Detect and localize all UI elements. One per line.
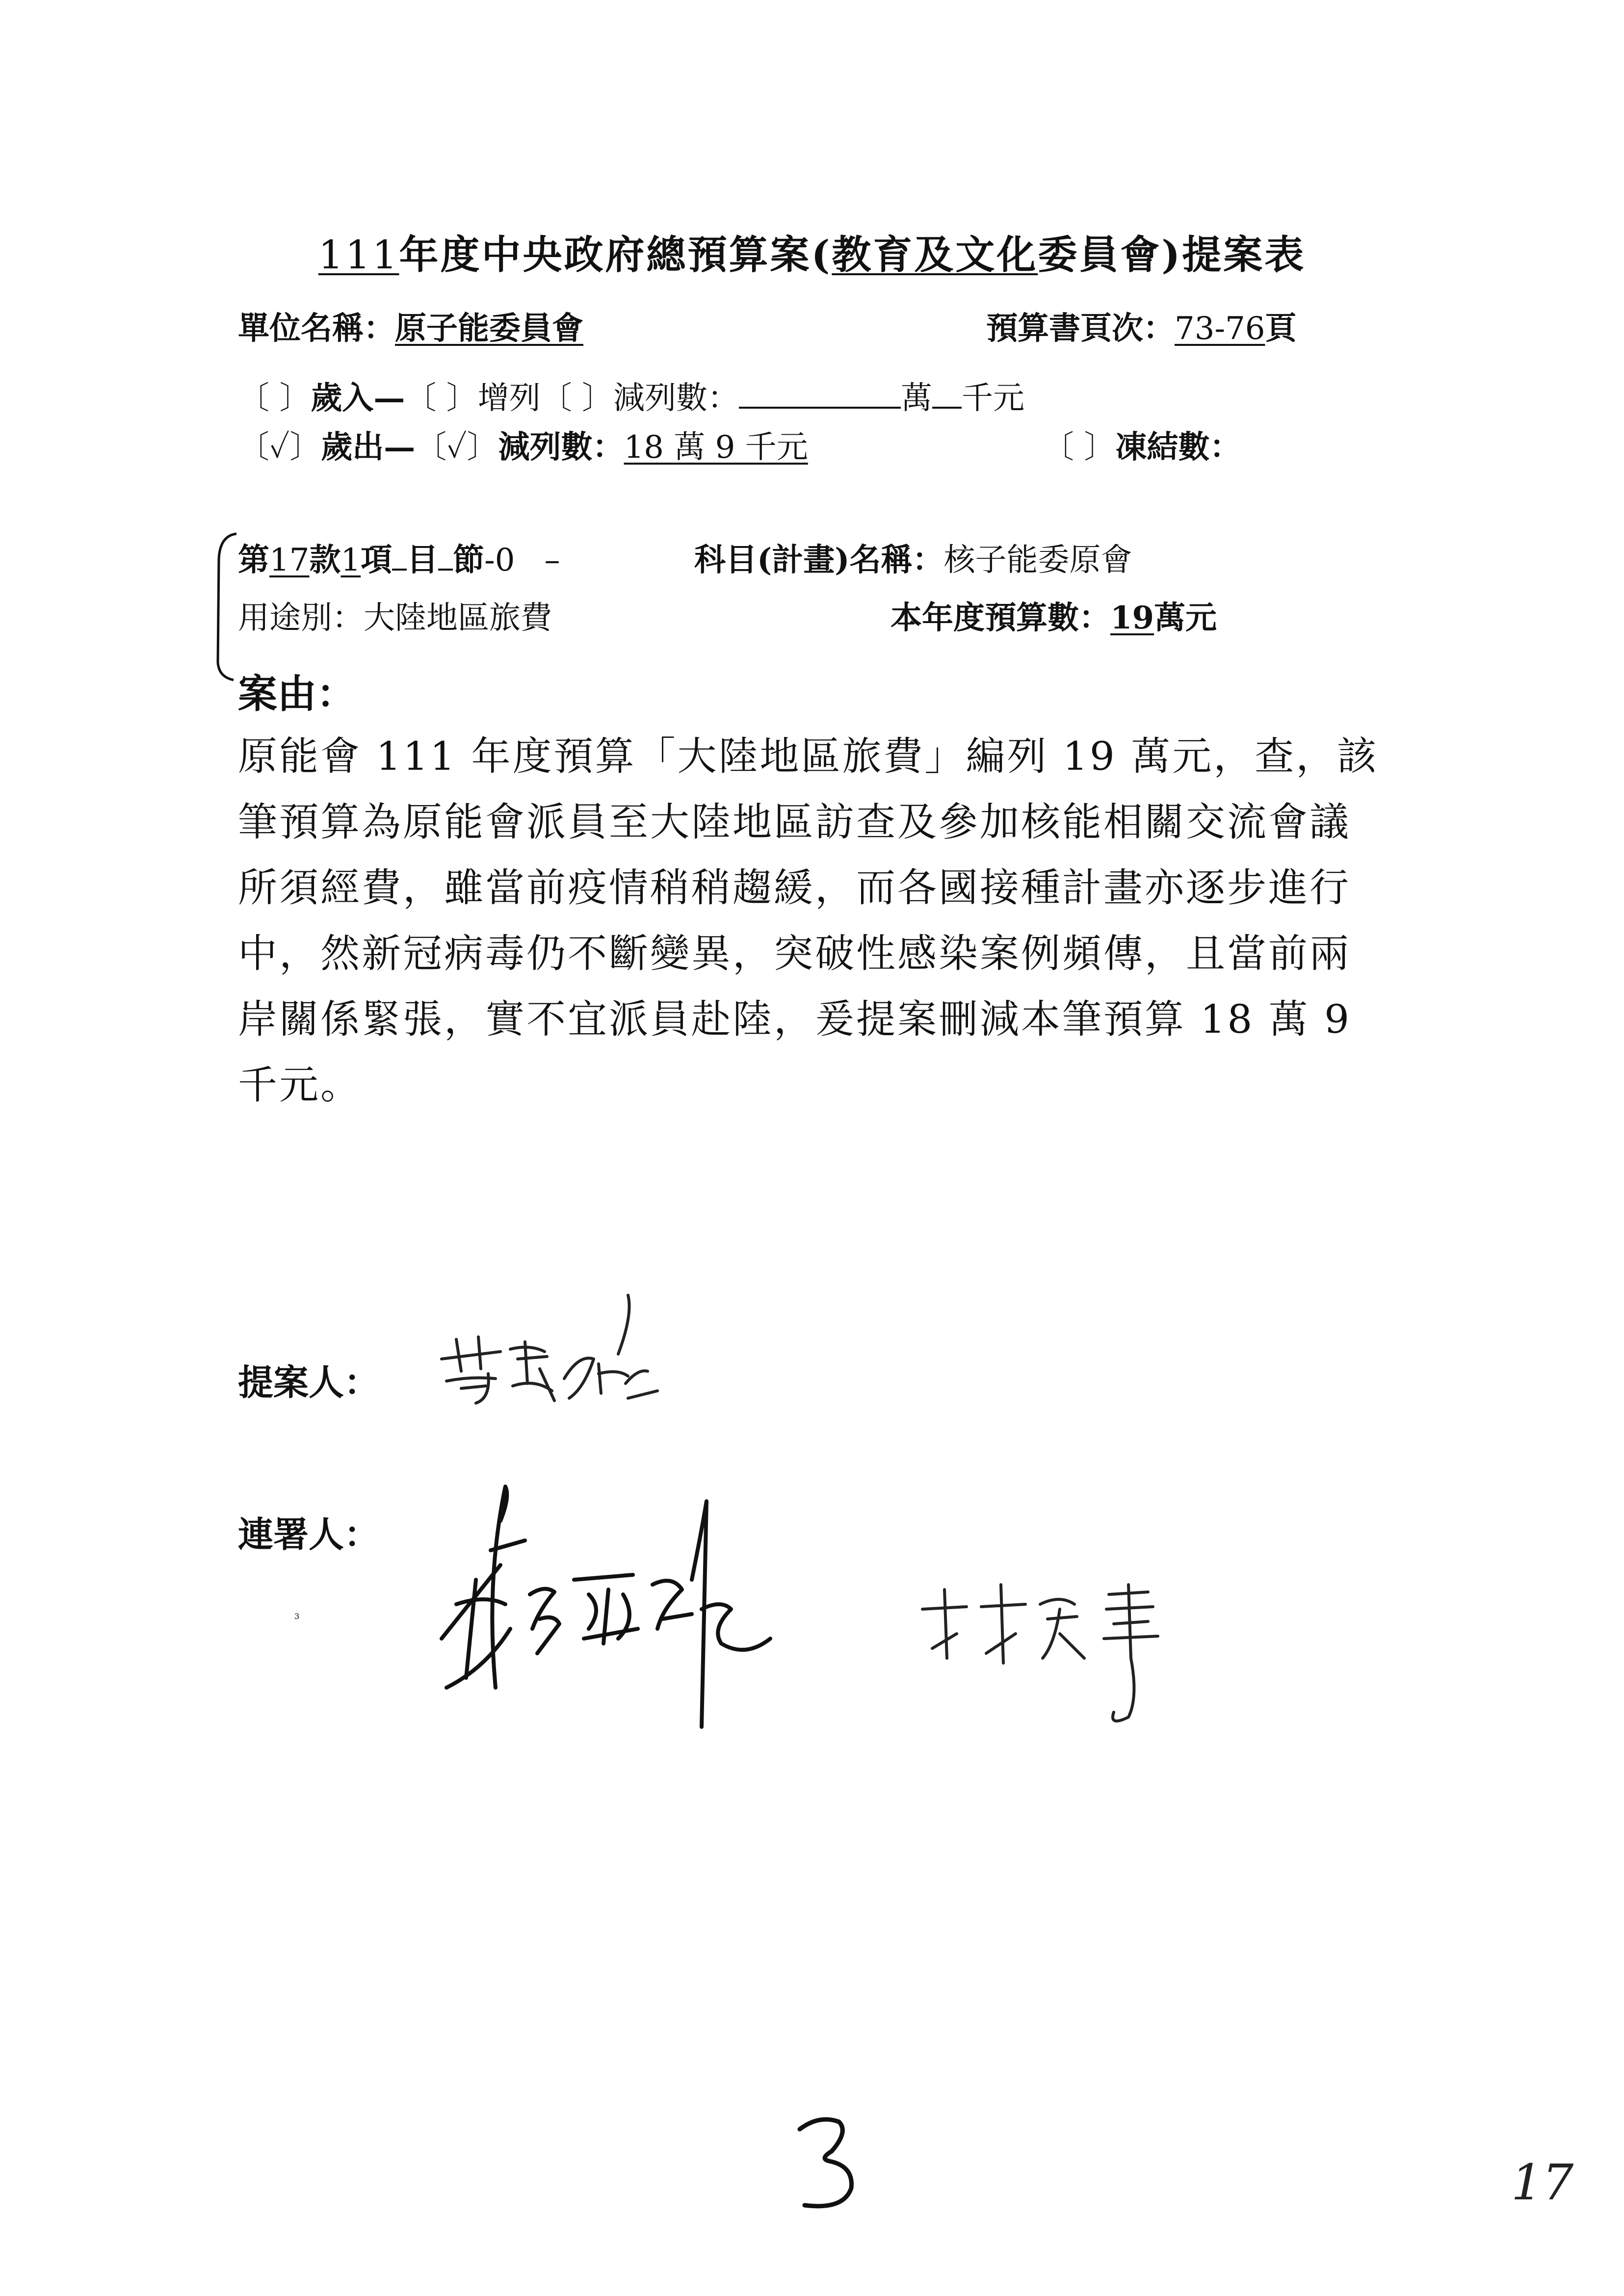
item-xiang-label: 項 xyxy=(361,542,393,578)
page-number-text: 3 xyxy=(294,1612,300,1621)
expense-label: 歲出— xyxy=(321,429,416,466)
expense-decrease-value: 18 萬 9 千元 xyxy=(624,429,808,466)
item-line xyxy=(238,535,560,580)
expense-line xyxy=(238,422,808,467)
purpose-label: 用途別： xyxy=(238,600,364,636)
item-kuan-label: 款 xyxy=(309,542,341,578)
subject-field xyxy=(694,535,1132,580)
cosigner-signature-2 xyxy=(913,1550,1217,1747)
reason-line: 筆預算為原能會派員至大陸地區訪查及參加核能相關交流會議 xyxy=(238,799,1351,845)
reason-line: 中，然新冠病毒仍不斷變異，突破性感染案例頻傳，且當前兩 xyxy=(238,931,1351,976)
expense-decrease-label: 減列數： xyxy=(498,429,624,466)
item-dash: – xyxy=(544,542,560,578)
purpose-value: 大陸地區旅費 xyxy=(364,600,552,636)
revenue-decrease: 減列數： xyxy=(613,380,739,417)
revenue-unit-wan: 萬 xyxy=(901,380,933,417)
revenue-label: 歲入— xyxy=(311,380,405,417)
cosigner-label: 連署人： xyxy=(238,1513,380,1555)
reason-body xyxy=(238,724,1430,1118)
item-jie-value: -0 xyxy=(484,542,515,578)
revenue-line xyxy=(238,373,1024,418)
item-di: 第 xyxy=(238,542,269,578)
reason-line: 千元。 xyxy=(238,1062,362,1108)
unit-row xyxy=(238,303,583,348)
item-jie-blank xyxy=(438,540,453,571)
revenue-thousand-blank xyxy=(932,378,962,409)
proposer-label: 提案人： xyxy=(238,1361,380,1403)
page-suffix: 頁 xyxy=(1265,310,1297,347)
left-brace-mark xyxy=(211,530,240,687)
revenue-increase: 增列 xyxy=(477,380,541,417)
page-value: 73-76 xyxy=(1175,311,1265,347)
page-label: 預算書頁次： xyxy=(986,310,1175,347)
budget-amount xyxy=(891,593,1217,638)
budget-unit: 萬元 xyxy=(1154,600,1217,636)
budget-value: 19 xyxy=(1110,600,1154,636)
title-part1: 年度中央政府總預算案( xyxy=(399,232,832,278)
budget-page-ref xyxy=(986,303,1297,348)
item-mu-blank xyxy=(392,540,407,571)
purpose-line xyxy=(238,593,552,638)
subject-label: 科目(計畫)名稱： xyxy=(694,542,944,578)
revenue-wan-blank xyxy=(739,378,901,409)
freeze-label: 凍結數： xyxy=(1115,429,1241,466)
freeze-bracket: 〔 〕 xyxy=(1043,429,1116,466)
unit-value: 原子能委員會 xyxy=(395,310,583,347)
corner-mark: 17 xyxy=(1511,2154,1574,2211)
item-kuan: 17 xyxy=(269,542,310,578)
item-jie-label: 節 xyxy=(453,542,485,578)
expense-bracket-2: 〔✓〕 xyxy=(415,429,498,466)
proposer-signature xyxy=(432,1285,687,1413)
cosigner-signature-1 xyxy=(427,1482,868,1737)
subject-value: 核子能委原會 xyxy=(943,542,1132,578)
reason-label: 案由： xyxy=(238,671,356,717)
budget-label: 本年度預算數： xyxy=(891,600,1110,636)
item-xiang: 1 xyxy=(341,542,361,578)
expense-bracket-1: 〔✓〕 xyxy=(238,429,321,466)
unit-label: 單位名稱： xyxy=(238,310,395,347)
title-part2: 委員會)提案表 xyxy=(1038,232,1306,278)
revenue-bracket-3: 〔 〕 xyxy=(540,380,614,417)
revenue-bracket-1: 〔 〕 xyxy=(238,380,311,417)
item-mu-label: 目 xyxy=(407,542,439,578)
page-number-handwritten xyxy=(294,1612,873,2218)
freeze-field xyxy=(1043,422,1241,467)
revenue-unit-thousand: 千元 xyxy=(962,380,1025,417)
title-year: 111 xyxy=(318,232,399,278)
reason-line: 原能會 111 年度預算「大陸地區旅費」編列 19 萬元，查，該 xyxy=(238,733,1379,779)
document-title xyxy=(0,223,1624,280)
title-committee: 教育及文化 xyxy=(832,232,1038,278)
reason-line: 岸關係緊張，實不宜派員赴陸，爰提案刪減本筆預算 18 萬 9 xyxy=(238,996,1351,1042)
revenue-bracket-2: 〔 〕 xyxy=(405,380,478,417)
reason-line: 所須經費，雖當前疫情稍稍趨緩，而各國接種計畫亦逐步進行 xyxy=(238,865,1351,911)
